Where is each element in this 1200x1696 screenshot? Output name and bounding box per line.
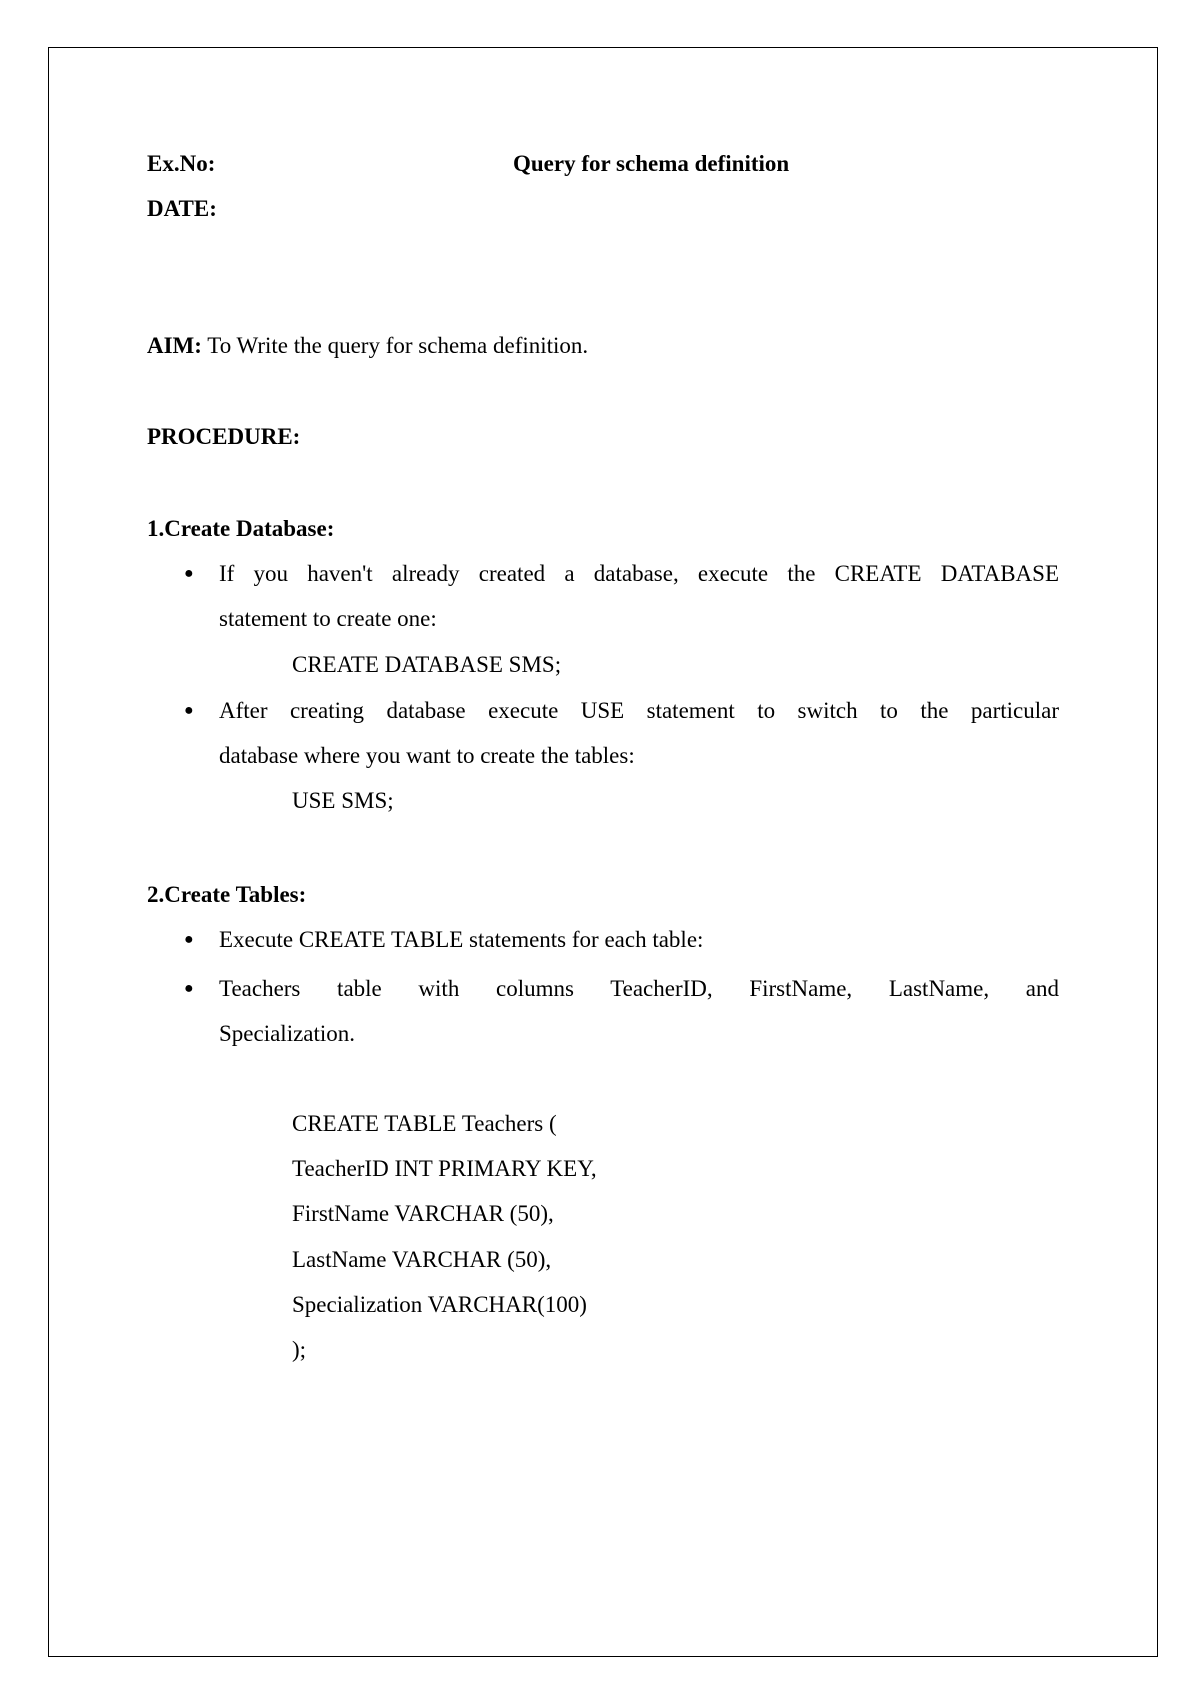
page-border [48,47,1158,1657]
code-line: Specialization VARCHAR(100) [292,1292,587,1317]
aim-text: To Write the query for schema definition. [207,333,589,358]
code-line: ); [292,1337,307,1362]
bullet-icon: ● [184,980,194,997]
step2-bullet2-line1: Teachers table with columns TeacherID, FirstName, LastName, and [219,976,1059,1001]
code-create-database: CREATE DATABASE SMS; [292,652,562,677]
procedure-heading: PROCEDURE: [147,424,301,449]
date-label: DATE: [147,196,217,221]
bullet-icon: ● [184,565,194,582]
step1-bullet2-line2: database where you want to create the tables: [219,743,635,768]
aim-line [147,323,588,368]
page-title: Query for schema definition [513,151,790,176]
exno-label: Ex.No: [147,151,216,176]
bullet-icon: ● [184,931,194,948]
step1-bullet1-line2: statement to create one: [219,606,437,631]
code-use-database: USE SMS; [292,788,394,813]
code-line: CREATE TABLE Teachers ( [292,1111,557,1136]
step2-bullet1-text: Execute CREATE TABLE statements for each table: [219,927,704,952]
step1-heading: 1.Create Database: [147,516,335,541]
step1-bullet1-line1: If you haven't already created a database, execute the CREATE DATABASE [219,561,1059,586]
step2-bullet2-line2: Specialization. [219,1021,356,1046]
aim-label: AIM: [147,333,202,358]
step1-bullet2-line1: After creating database execute USE statement to switch to the particular [219,698,1059,723]
code-line: TeacherID INT PRIMARY KEY, [292,1156,597,1181]
step2-heading: 2.Create Tables: [147,882,307,907]
code-line: FirstName VARCHAR (50), [292,1201,554,1226]
bullet-icon: ● [184,702,194,719]
code-line: LastName VARCHAR (50), [292,1247,552,1272]
